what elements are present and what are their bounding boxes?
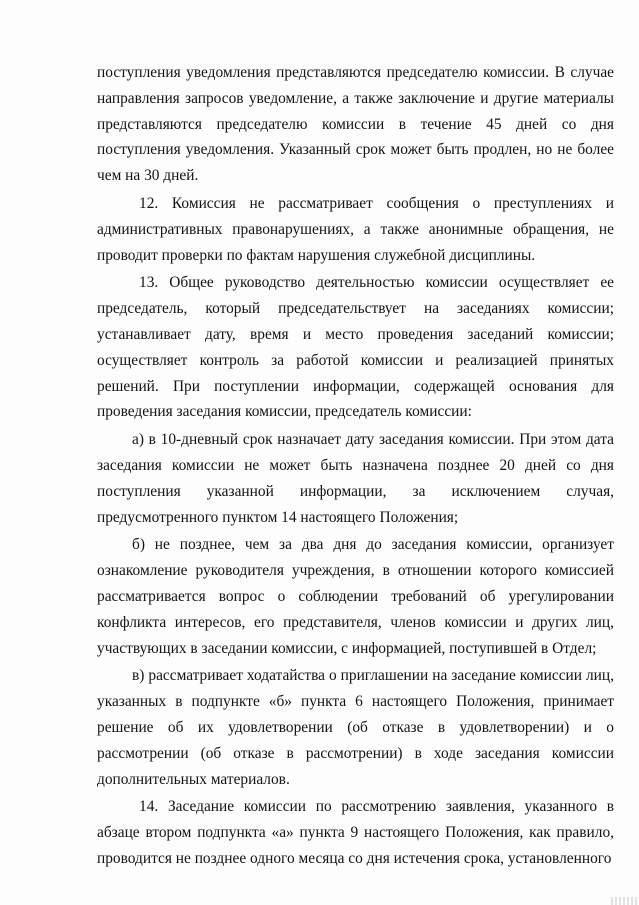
scan-edge-mark [611, 897, 639, 905]
document-body [97, 60, 614, 872]
paragraph-continuation: поступления уведомления представляются председателю комиссии. В случае направления запросов уведомление, а также заключение и другие материалы представляются председателю комиссии в течение 45 дней со дня поступления уведомления. Указанный срок может быть продлен, но не более чем на 30 дней. [97, 64, 614, 185]
paragraph-12: 12. Комиссия не рассматривает сообщения о преступлениях и административных правонарушениях, а также анонимные обращения, не проводит проверки по фактам нарушения служебной дисциплины. [97, 194, 614, 264]
paragraph-13-b: б) не позднее, чем за два дня до заседания комиссии, организует ознакомление руководителя учреждения, в отношении которого комиссией рассматривается вопрос о соблюдении требований об урегулировании конфликта интересов, его представителя, членов комиссии и других лиц, участвующих в заседании комиссии, с информацией, поступившей в Отдел; [97, 536, 614, 657]
paragraph-13-v: в) рассматривает ходатайства о приглашении на заседание комиссии лиц, указанных в подпункте «б» пункта 6 настоящего Положения, принимает решение об их удовлетворении (об отказе в удовлетворении) и о рассмотрении (об отказе в рассмотрении) в ходе заседания комиссии дополнительных материалов. [97, 667, 614, 788]
paragraph-13: 13. Общее руководство деятельностью комиссии осуществляет ее председатель, который председательствует на заседаниях комиссии; устанавливает дату, время и место проведения заседаний комиссии; осуществляет контроль за работой комиссии и реализацией принятых решений. При поступлении информации, содержащей основания для проведения заседания комиссии, председатель комиссии: [97, 274, 614, 421]
paragraph-13-a: а) в 10-дневный срок назначает дату заседания комиссии. При этом дата заседания комиссии не может быть назначена позднее 20 дней со дня поступления указанной информации, за исключением случая, предусмотренного пунктом 14 настоящего Положения; [97, 431, 614, 526]
paragraph-14: 14. Заседание комиссии по рассмотрению заявления, указанного в абзаце втором подпункта «а» пункта 9 настоящего Положения, как правило, проводится не позднее одного месяца со дня истечения срока, установленного [97, 798, 614, 867]
